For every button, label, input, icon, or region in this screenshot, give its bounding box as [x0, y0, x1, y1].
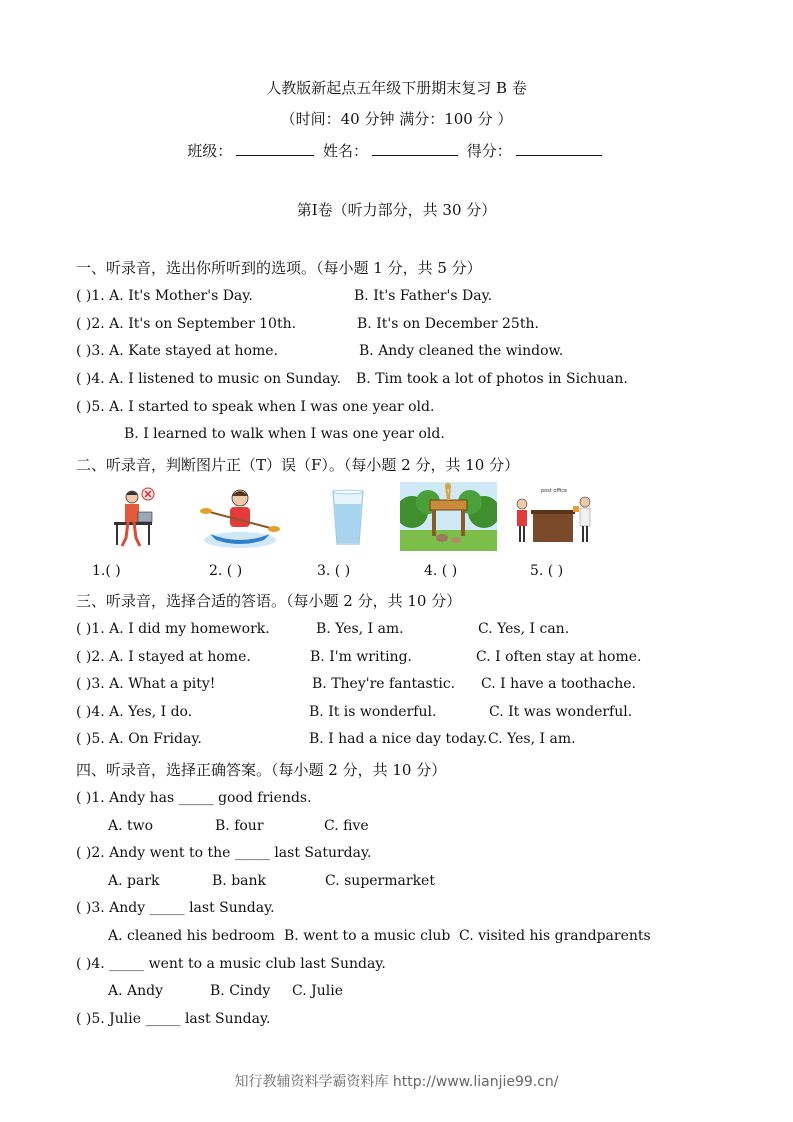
student-info-line	[0, 140, 793, 161]
s3-q5-c: C. Yes, I am.	[488, 731, 576, 747]
s2-label-3: 3. ( )	[317, 563, 351, 579]
page-title: 人教版新起点五年级下册期末复习 B 卷	[266, 79, 527, 97]
name-label: 姓名：	[322, 142, 368, 160]
s3-q3-a: ( )3. A. What a pity!	[76, 676, 216, 692]
s1-q3-a: ( )3. A. Kate stayed at home.	[76, 343, 279, 359]
s4-q3: ( )3. Andy _____ last Sunday.	[76, 900, 275, 916]
s3-q4-b: B. It is wonderful.	[309, 704, 437, 720]
s4-q2-opt-b: B. bank	[212, 873, 266, 889]
name-blank[interactable]	[372, 141, 458, 156]
s1-q2-b: B. It's on December 25th.	[357, 316, 539, 332]
s4-q4-opt-b: B. Cindy	[210, 983, 271, 999]
s3-q1-c: C. Yes, I can.	[478, 621, 570, 637]
s3-q2-b: B. I'm writing.	[310, 649, 412, 665]
section4-title: 四、听录音，选择正确答案。（每小题 2 分，共 10 分）	[76, 761, 447, 779]
post-office-picture	[511, 484, 597, 548]
s3-q4-c: C. It was wonderful.	[489, 704, 633, 720]
boy-at-computer-picture	[108, 484, 160, 550]
s2-label-5: 5. ( )	[530, 563, 564, 579]
s3-q1-a: ( )1. A. I did my homework.	[76, 621, 270, 637]
s1-q1-b: B. It's Father's Day.	[354, 288, 493, 304]
s4-q5: ( )5. Julie _____ last Sunday.	[76, 1011, 271, 1027]
s4-q1-opt-a: A. two	[108, 818, 154, 834]
s3-q2-a: ( )2. A. I stayed at home.	[76, 649, 251, 665]
s4-q2: ( )2. Andy went to the _____ last Saturday.	[76, 845, 372, 861]
s1-q5-b: B. I learned to walk when I was one year old.	[124, 426, 445, 442]
s3-q5-a: ( )5. A. On Friday.	[76, 731, 202, 747]
s1-q5-a: ( )5. A. I started to speak when I was one year old.	[76, 399, 435, 415]
s2-label-4: 4. ( )	[424, 563, 458, 579]
s3-q5-b: B. I had a nice day today.	[309, 731, 488, 747]
s4-q1-opt-b: B. four	[215, 818, 264, 834]
s4-q3-opt-c: C. visited his grandparents	[459, 928, 651, 944]
boy-rowing-boat-picture	[200, 484, 280, 550]
zoo-picture	[400, 482, 497, 551]
s1-q4-a: ( )4. A. I listened to music on Sunday.	[76, 371, 342, 387]
part1-title: 第I卷（听力部分，共 30 分）	[296, 201, 497, 219]
s2-label-2: 2. ( )	[209, 563, 243, 579]
s1-q4-b: B. Tim took a lot of photos in Sichuan.	[356, 371, 628, 387]
score-blank[interactable]	[516, 141, 602, 156]
s3-q4-a: ( )4. A. Yes, I do.	[76, 704, 193, 720]
time-score-line: （时间：40 分钟 满分：100 分 ）	[280, 110, 513, 128]
footer-watermark: 知行教辅资料学霸资料库 http://www.lianjie99.cn/	[234, 1074, 559, 1090]
post-office-sign: post office	[541, 488, 568, 494]
s1-q3-b: B. Andy cleaned the window.	[359, 343, 564, 359]
section2-title: 二、听录音，判断图片正（T）误（F）。（每小题 2 分，共 10 分）	[76, 456, 520, 474]
s4-q1: ( )1. Andy has _____ good friends.	[76, 790, 312, 806]
s3-q3-b: B. They're fantastic.	[312, 676, 456, 692]
s3-q1-b: B. Yes, I am.	[316, 621, 404, 637]
s1-q1-a: ( )1. A. It's Mother's Day.	[76, 288, 253, 304]
s1-q2-a: ( )2. A. It's on September 10th.	[76, 316, 297, 332]
class-blank[interactable]	[236, 141, 314, 156]
s4-q4: ( )4. _____ went to a music club last Sunday.	[76, 956, 386, 972]
score-label: 得分：	[466, 142, 512, 160]
s4-q3-opt-b: B. went to a music club	[284, 928, 451, 944]
s4-q3-opt-a: A. cleaned his bedroom	[108, 928, 275, 944]
section1-title: 一、听录音，选出你所听到的选项。（每小题 1 分，共 5 分）	[76, 259, 482, 277]
s4-q4-opt-c: C. Julie	[292, 983, 343, 999]
s4-q4-opt-a: A. Andy	[108, 983, 164, 999]
s3-q3-c: C. I have a toothache.	[481, 676, 636, 692]
s4-q2-opt-a: A. park	[108, 873, 160, 889]
glass-of-water-picture	[330, 488, 366, 548]
s4-q1-opt-c: C. five	[324, 818, 369, 834]
s3-q2-c: C. I often stay at home.	[476, 649, 642, 665]
section3-title: 三、听录音，选择合适的答语。（每小题 2 分，共 10 分）	[76, 592, 462, 610]
s4-q2-opt-c: C. supermarket	[325, 873, 435, 889]
s2-label-1: 1.( )	[92, 563, 121, 579]
class-label: 班级：	[187, 142, 233, 160]
